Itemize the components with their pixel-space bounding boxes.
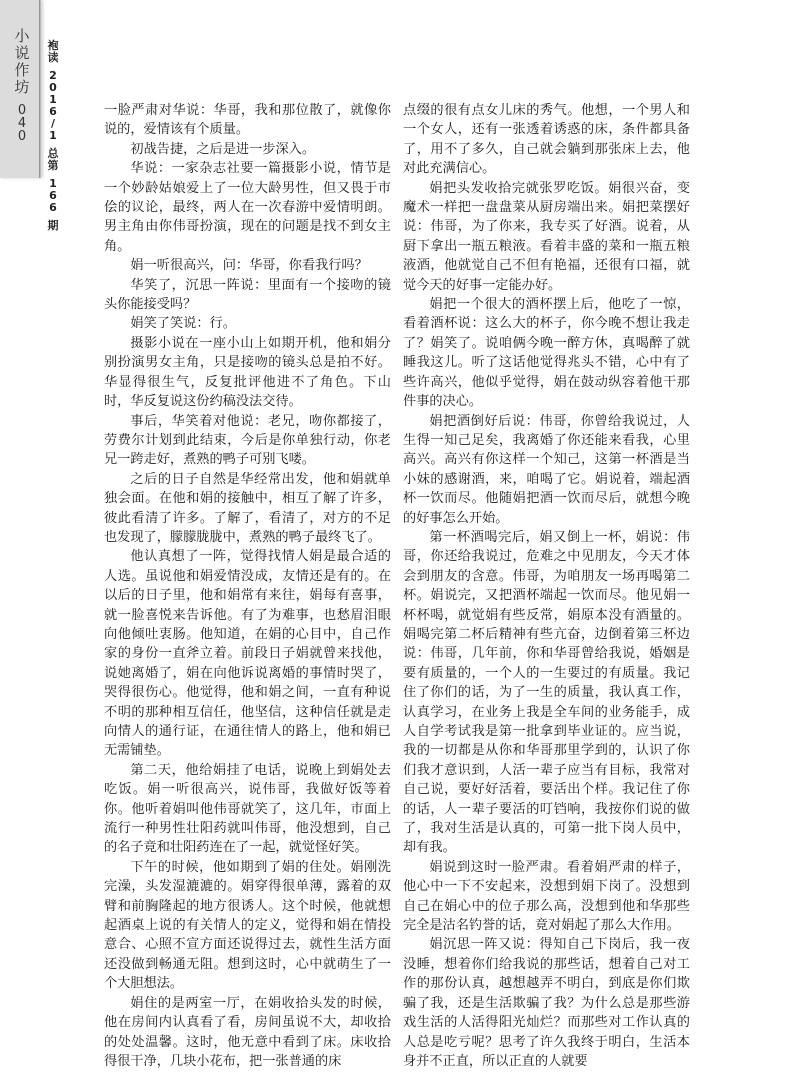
tab-divider (39, 0, 40, 178)
paragraph: 娟把头发收拾完就张罗吃饭。娟很兴奋，变魔术一样把一盘盘菜从厨房端出来。娟把菜摆好说：伟哥，为了你来，我专买了好酒。说着，从厨下拿出一瓶五粮液。看着丰盛的菜和一瓶五粮液酒，他就觉自己不但有艳福，还很有口福，就觉今天的好事一定能办好。 (403, 180, 690, 293)
paragraph: 下午的时候，他如期到了娟的住处。娟刚洗完澡，头发湿漉漉的。娟穿得很单薄，露着的双臂和前胸隆起的地方很诱人。这个时候，他就想起酒桌上说的有关情人的定义，觉得和娟在情投意合、心照不宣方面还说得过去，就性生活方面还没做到畅通无阻。想到这时，心中就萌生了一个大胆想法。 (104, 859, 391, 992)
paragraph: 事后，华笑着对他说：老兄，吻你都接了，劳费尔计划到此结束，今后是你单独行动，你老兄一跨走好，煮熟的鸭子可别飞喽。 (104, 413, 391, 468)
section-tab (0, 0, 41, 178)
paragraph: 第二天，他给娟挂了电话，说晚上到娟处去吃饭。娟一听很高兴，说伟哥，我做好饭等着你。他听着娟叫他伟哥就笑了，这几年，市面上流行一种男性壮阳药就叫伟哥，他没想到，自己的名子竟和壮阳药连在了一起，就觉怪好笑。 (104, 762, 391, 856)
paragraph: 一脸严肃对华说：华哥，我和那位散了，就像你说的，爱情该有个质量。 (104, 103, 391, 138)
paragraph: 华笑了，沉思一阵说：里面有一个接吻的镜头你能接受吗？ (104, 277, 391, 313)
paragraph: 华说：一家杂志社要一篇摄影小说，情节是一个妙龄姑娘爱上了一位大龄男性，但又畏于市侩的议论，最终，两人在一次春游中爱情明朗。男主角由你伟哥扮演，现在的问题是找不到女主角。 (104, 161, 391, 254)
right-column (403, 101, 690, 1071)
article-body (104, 101, 690, 1069)
paragraph: 娟说到这时一脸严肃。看着娟严肃的样子，他心中一下不安起来，没想到娟下岗了。没想到自己在娟心中的位子那么高，没想到他和华那些完全是沽名钓誉的话，竟对娟起了那么大作用。 (403, 859, 690, 934)
paragraph: 娟沉思一阵又说：得知自己下岗后，我一夜没睡，想着你们给我说的那些话，想着自己对工作的那份认真，越想越弄不明白，到底是你们欺骗了我，还是生活欺骗了我？为什么总是那些游戏生活的人活得阳光灿烂？而那些对工作认真的人总是吃亏呢？思考了许久我终于明白，生活本身并不正直，所以正直的人就要 (403, 937, 690, 1069)
paragraph: 娟笑了笑说：行。 (130, 316, 236, 332)
paragraph: 第一杯酒喝完后，娟又倒上一杯，娟说：伟哥，你还给我说过，危难之中见朋友，今天才体会到朋友的含意。伟哥，为咱朋友一场再喝第二杯。娟说完，又把酒杯端起一饮而尽。他见娟一杯杯喝，就觉娟有些反常，娟原本没有酒量的。娟喝完第二杯后精神有些亢奋，边倒着第三杯边说：伟哥，几年前，你和华哥曾给我说，婚姻是要有质量的，一个人的一生要过的有质量。我记住了你们的话，为了一生的质量，我认真工作，认真学习，在业务上我是全车间的业务能手，成人自学考试我是第一批拿到毕业证的。应当说，我的一切都是从你和华哥那里学到的，认识了你们我才意识到，人活一辈子应当有目标，我常对自己说，要好好活着，要活出个样。我记住了你的话，人一辈子要活的叮铛响，我按你们说的做了，我对生活是认真的，可第一批下岗人员中，却有我。 (403, 529, 690, 856)
paragraph: 初战告捷，之后是进一步深入。 (130, 141, 316, 157)
paragraph: 娟把酒倒好后说：伟哥，你曾给我说过，人生得一知己足矣，我离婚了你还能来看我，心里高兴。高兴有你这样一个知己，这第一杯酒是当小妹的感谢酒，来，咱喝了它。娟说着，端起酒杯一饮而尽。他随娟把酒一饮而尽后，就想今晚的好事怎么开始。 (403, 413, 690, 526)
paragraph: 点缀的很有点女儿床的秀气。他想，一个男人和一个女人，还有一张透着诱惑的床，条件都具备了，用不了多久，自己就会躺到那张床上去，他对此充满信心。 (403, 103, 690, 177)
paragraph: 之后的日子自然是华经常出发，他和娟就单独会面。在他和娟的接触中，相互了解了许多，彼此看清了许多。了解了，看清了，对方的不足也发现了，朦朦胧胧中，煮熟的鸭子最终飞了。 (104, 471, 391, 545)
left-column (104, 101, 391, 1071)
journal-header: 袍 读 2 0 1 6 / 1 总 第 1 6 6 期 (47, 39, 59, 232)
paragraph: 他认真想了一阵，觉得找情人娟是最合适的人选。虽说他和娟爱情没成，友情还是有的。在以后的日子里，他和娟常有来往，娟每有喜事，就一脸喜悦来告诉他。有了为难事，也愁眉泪眼向他倾吐衷肠。他知道，在娟的心目中，自己作家的身份一直斧立着。前段日子娟就曾来找他，说她离婚了，娟在向他诉说离婚的事情时哭了，哭得很伤心。他觉得，他和娟之间，一直有种说不明的那种相互信任，他坚信，这种信任就是走向情人的通行证，在通往情人的路上，他和娟已无需铺垫。 (104, 549, 391, 759)
page-number: 0 4 0 (17, 103, 27, 144)
paragraph: 娟把一个很大的酒杯摆上后，他吃了一惊，看着酒杯说：这么大的杯子，你今晚不想让我走了？娟笑了。说咱俩今晚一醉方休，真喝醉了就睡我这儿。听了这话他觉得兆头不错，心中有了些许高兴，他似乎觉得，娟在鼓动纵容着他干那件事的决心。 (403, 297, 690, 410)
section-label: 小 说 作 坊 (14, 27, 30, 96)
paragraph: 摄影小说在一座小山上如期开机，他和娟分别扮演男女主角，只是接吻的镜头总是拍不好。华显得很生气，反复批评他进不了角色。下山时，华反复说这份约稿没法交待。 (104, 335, 391, 410)
paragraph: 娟一听很高兴，问：华哥，你看我行吗？ (130, 258, 368, 274)
paragraph: 娟住的是两室一厅，在娟收拾头发的时候，他在房间内认真看了看，房间虽说不大，却收拾的处处温馨。这时，他无意中看到了床。床收拾得很干净，几块小花布，把一张普通的床 (104, 995, 391, 1069)
